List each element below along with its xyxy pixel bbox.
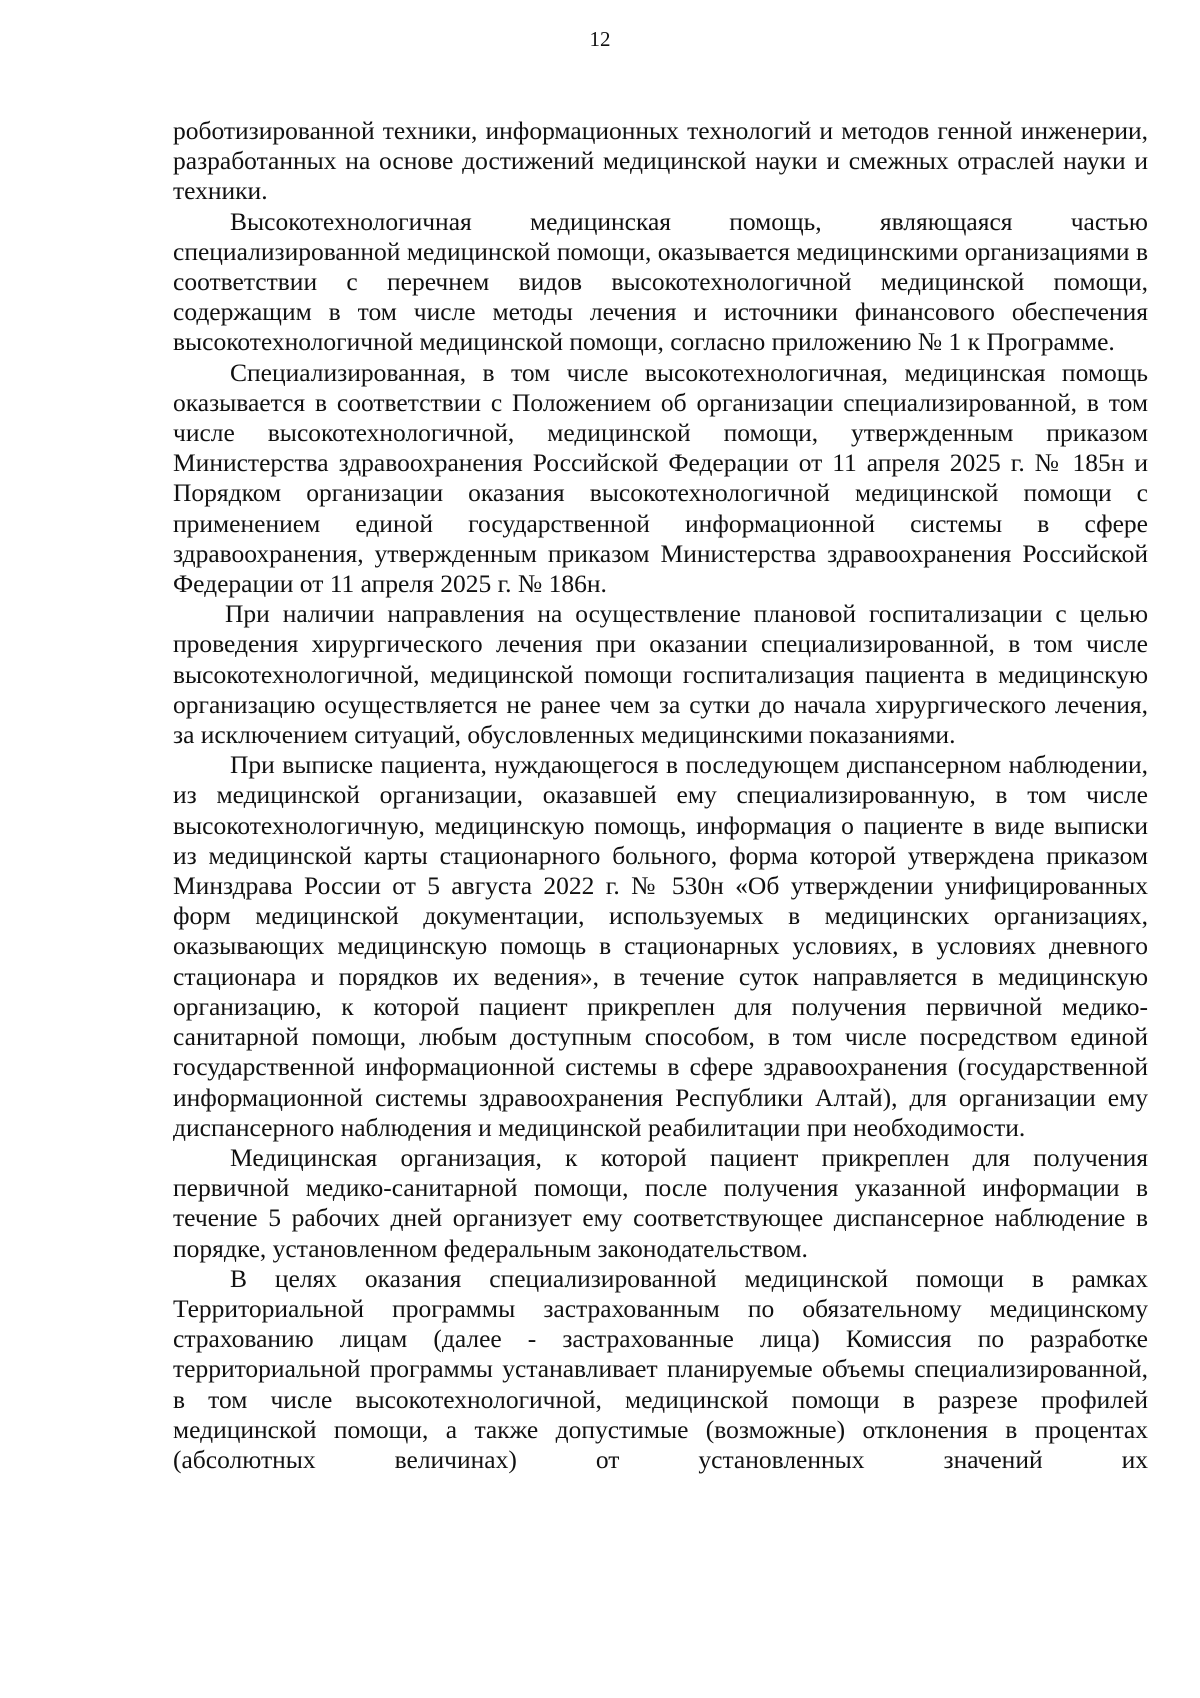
paragraph-planned-volumes: В целях оказания специализированной медицинской помощи в рамках Территориальной программы застрахованным по обязательному медицинскому страхованию лицам (далее - застрахованные лица) Комиссия по разработке территориальной программы устанавливает планируемые объемы специализированной, в том числе высокотехнологичной, медицинской помощи в разрезе профилей медицинской помощи, а также допустимые (возможные) отклонения в процентах (абсолютных величинах) от установленных значений их	[173, 1263, 1148, 1474]
paragraph-continuation: роботизированной техники, информационных технологий и методов генной инженерии, разработанных на основе достижений медицинской науки и смежных отраслей науки и техники.	[173, 116, 1148, 206]
document-body	[173, 116, 1148, 1475]
paragraph-planned-hospitalization: При наличии направления на осуществление плановой госпитализации с целью проведения хирургического лечения при оказании специализированной, в том числе высокотехнологичной, медицинской помощи госпитализация пациента в медицинскую организацию осуществляется не ранее чем за сутки до начала хирургического лечения, за исключением ситуаций, обусловленных медицинскими показаниями.	[173, 599, 1148, 750]
paragraph-patient-discharge: При выписке пациента, нуждающегося в последующем диспансерном наблюдении, из медицинской организации, оказавшей ему специализированную, в том числе высокотехнологичную, медицинскую помощь, информация о пациенте в виде выписки из медицинской карты стационарного больного, форма которой утверждена приказом Минздрава России от 5 августа 2022 г. № 530н «Об утверждении унифицированных форм медицинской документации, используемых в медицинских организациях, оказывающих медицинскую помощь в стационарных условиях, в условиях дневного стационара и порядков их ведения», в течение суток направляется в медицинскую организацию, к которой пациент прикреплен для получения первичной медико-санитарной помощи, любым доступным способом, в том числе посредством единой государственной информационной системы в сфере здравоохранения (государственной информационной системы здравоохранения Республики Алтай), для организации ему диспансерного наблюдения и медицинской реабилитации при необходимости.	[173, 750, 1148, 1142]
paragraph-specialized-care-regulation: Специализированная, в том числе высокотехнологичная, медицинская помощь оказывается в соответствии с Положением об организации специализированной, в том числе высокотехнологичной, медицинской помощи, утвержденным приказом Министерства здравоохранения Российской Федерации от 11 апреля 2025 г. № 185н и Порядком организации оказания высокотехнологичной медицинской помощи с применением единой государственной информационной системы в сфере здравоохранения, утвержденным приказом Министерства здравоохранения Российской Федерации от 11 апреля 2025 г. № 186н.	[173, 357, 1148, 599]
paragraph-dispensary-observation: Медицинская организация, к которой пациент прикреплен для получения первичной медико-санитарной помощи, после получения указанной информации в течение 5 рабочих дней организует ему соответствующее диспансерное наблюдение в порядке, установленном федеральным законодательством.	[173, 1142, 1148, 1263]
paragraph-high-tech-care: Высокотехнологичная медицинская помощь, являющаяся частью специализированной медицинской помощи, оказывается медицинскими организациями в соответствии с перечнем видов высокотехнологичной медицинской помощи, содержащим в том числе методы лечения и источники финансового обеспечения высокотехнологичной медицинской помощи, согласно приложению № 1 к Программе.	[173, 206, 1148, 357]
page-number: 12	[589, 27, 611, 51]
